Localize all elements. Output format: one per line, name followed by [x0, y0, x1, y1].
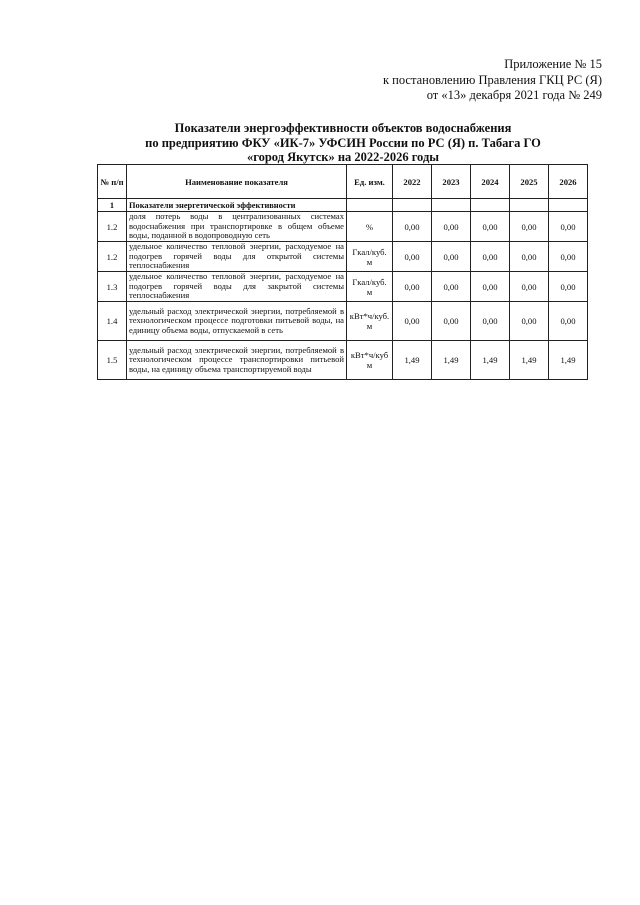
- appendix-block: [383, 57, 602, 104]
- header-year-2023: 2023: [432, 165, 471, 199]
- section-num: 1: [98, 199, 127, 212]
- section-empty-cell: [549, 199, 588, 212]
- table-row: [98, 272, 588, 302]
- row-unit: %: [347, 212, 393, 242]
- appendix-line-2: к постановлению Правления ГКЦ РС (Я): [382, 72, 602, 87]
- table-row: [98, 302, 588, 341]
- row-num: 1.2: [98, 242, 127, 272]
- row-value-2023: 0,00: [432, 242, 471, 272]
- row-name: удельное количество тепловой энергии, расходуемое на подогрев горячей воды для закрытой системы теплоснабжения: [127, 272, 347, 302]
- row-value-2026: 1,49: [549, 341, 588, 380]
- header-num: № п/п: [98, 165, 127, 199]
- row-value-2024: 0,00: [471, 272, 510, 302]
- section-empty-cell: [432, 199, 471, 212]
- row-value-2022: 0,00: [393, 302, 432, 341]
- table-row: [98, 212, 588, 242]
- row-value-2025: 1,49: [510, 341, 549, 380]
- table-row: [98, 341, 588, 380]
- row-value-2023: 0,00: [432, 212, 471, 242]
- header-unit: Ед. изм.: [347, 165, 393, 199]
- row-value-2022: 1,49: [393, 341, 432, 380]
- row-value-2023: 0,00: [432, 272, 471, 302]
- row-value-2024: 1,49: [471, 341, 510, 380]
- row-value-2026: 0,00: [549, 302, 588, 341]
- table-row: [98, 242, 588, 272]
- row-unit: Гкал/куб. м: [347, 242, 393, 272]
- document-title: [100, 121, 586, 165]
- row-unit: кВт*ч/куб м: [347, 341, 393, 380]
- row-value-2024: 0,00: [471, 302, 510, 341]
- header-year-2024: 2024: [471, 165, 510, 199]
- row-num: 1.4: [98, 302, 127, 341]
- appendix-line-3: от «13» декабря 2021 года № 249: [426, 88, 602, 102]
- header-year-2022: 2022: [393, 165, 432, 199]
- row-value-2025: 0,00: [510, 242, 549, 272]
- row-value-2026: 0,00: [549, 212, 588, 242]
- section-empty-cell: [510, 199, 549, 212]
- title-line-2: по предприятию ФКУ «ИК-7» УФСИН России по РС (Я) п. Табага ГО: [145, 135, 541, 150]
- row-num: 1.2: [98, 212, 127, 242]
- row-unit: кВт*ч/куб. м: [347, 302, 393, 341]
- header-year-2026: 2026: [549, 165, 588, 199]
- row-name: удельный расход электрической энергии, потребляемой в технологическом процессе подготовки питьевой воды, на единицу объема воды, отпускаемой в сеть: [127, 302, 347, 341]
- row-value-2026: 0,00: [549, 272, 588, 302]
- row-name: доля потерь воды в централизованных системах водоснабжения при транспортировке в общем объеме воды, поданной в водопроводную сеть: [127, 212, 347, 242]
- table-header-row: [98, 165, 588, 199]
- section-empty-cell: [347, 199, 393, 212]
- row-value-2025: 0,00: [510, 302, 549, 341]
- section-name: Показатели энергетической эффективности: [127, 199, 347, 212]
- indicators-table: [97, 164, 588, 380]
- row-num: 1.5: [98, 341, 127, 380]
- row-value-2024: 0,00: [471, 242, 510, 272]
- row-unit: Гкал/куб. м: [347, 272, 393, 302]
- section-row: [98, 199, 588, 212]
- section-empty-cell: [393, 199, 432, 212]
- row-value-2022: 0,00: [393, 272, 432, 302]
- row-value-2023: 1,49: [432, 341, 471, 380]
- row-name: удельное количество тепловой энергии, расходуемое на подогрев горячей воды для открытой системы теплоснабжения: [127, 242, 347, 272]
- row-num: 1.3: [98, 272, 127, 302]
- row-value-2023: 0,00: [432, 302, 471, 341]
- row-value-2026: 0,00: [549, 242, 588, 272]
- row-value-2025: 0,00: [510, 212, 549, 242]
- section-empty-cell: [471, 199, 510, 212]
- row-value-2022: 0,00: [393, 212, 432, 242]
- header-year-2025: 2025: [510, 165, 549, 199]
- header-name: Наименование показателя: [127, 165, 347, 199]
- appendix-line-1: Приложение № 15: [504, 57, 602, 71]
- row-value-2024: 0,00: [471, 212, 510, 242]
- row-value-2025: 0,00: [510, 272, 549, 302]
- title-line-3: «город Якутск» на 2022-2026 годы: [246, 150, 440, 164]
- row-value-2022: 0,00: [393, 242, 432, 272]
- row-name: удельный расход электрической энергии, потребляемой в технологическом процессе транспортировки питьевой воды, на единицу объема транспортируемой воды: [127, 341, 347, 380]
- title-line-1: Показатели энергоэффективности объектов водоснабжения: [174, 121, 512, 135]
